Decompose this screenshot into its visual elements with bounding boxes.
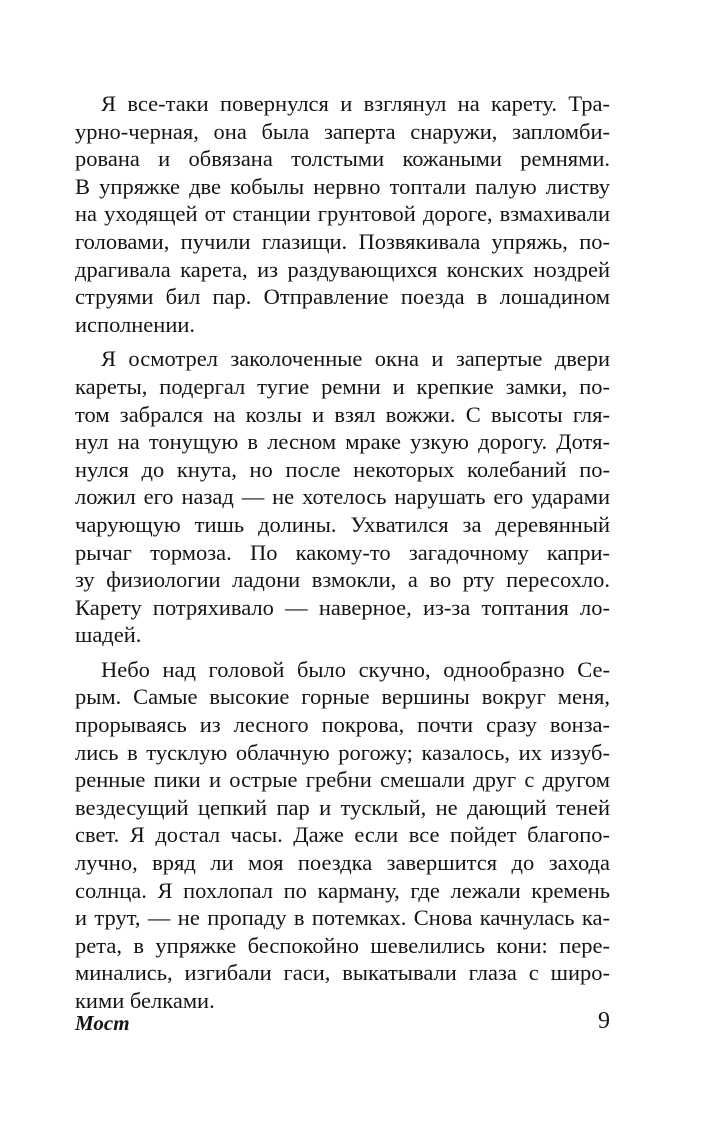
text-line: и трут, — не пропаду в потемках. Снова качнулась ка- [75, 905, 610, 931]
page-number: 9 [598, 1008, 610, 1034]
text-line: вездесущий цепкий пар и тусклый, не дающий теней [75, 794, 610, 820]
text-line: головами, пучили глазищи. Позвякивала упряжь, по- [75, 228, 610, 254]
text-line: ложил его назад — не хотелось нарушать его ударами [75, 484, 610, 510]
running-title: Мост [75, 1011, 130, 1035]
paragraph-2 [75, 345, 610, 649]
text-line: чарующую тишь долины. Ухватился за деревянный [75, 511, 610, 537]
text-line: зу физиологии ладони взмокли, а во рту пересохло. [75, 567, 610, 593]
text-line: свет. Я достал часы. Даже если все пойдет благопо- [75, 822, 610, 848]
text-line: нул на тонущую в лесном мраке узкую дорогу. Дотя- [75, 429, 610, 455]
text-line: В упряжке две кобылы нервно топтали палую листву [75, 173, 610, 199]
text-line: струями бил пар. Отправление поезда в лошадином [75, 284, 610, 310]
text-line: рычаг тормоза. По какому-то загадочному капри- [75, 539, 610, 565]
text-line: том забрался на козлы и взял вожжи. С высоты гля- [75, 401, 610, 427]
text-line: лучно, вряд ли моя поездка завершится до захода [75, 850, 610, 876]
text-line: Я осмотрел заколоченные окна и запертые двери [101, 346, 610, 372]
text-line: рета, в упряжке беспокойно шевелились кони: пере- [75, 932, 610, 958]
text-line: драгивала карета, из раздувающихся конских ноздрей [75, 256, 610, 282]
paragraph-3 [75, 656, 610, 1015]
text-line: Карету потряхивало — наверное, из-за топтания ло- [75, 594, 610, 620]
text-line: Я все-таки повернулся и взглянул на карету. Тра- [101, 91, 610, 116]
text-line: прорываясь из лесного покрова, почти сразу вонза- [75, 712, 610, 738]
text-line: кими белками. [75, 988, 215, 1013]
paragraph-gap [75, 338, 610, 345]
text-line: на уходящей от станции грунтовой дороге, взмахивали [75, 201, 610, 227]
paragraph-gap [75, 649, 610, 656]
text-line: рым. Самые высокие горные вершины вокруг меня, [75, 684, 610, 710]
text-line: нулся до кнута, но после некоторых колебаний по- [75, 456, 610, 482]
text-line: ренные пики и острые гребни смешали друг с другом [75, 767, 610, 793]
text-line: солнца. Я похлопал по карману, где лежали кремень [75, 877, 610, 903]
text-line: минались, изгибали гаси, выкатывали глаза с широ- [75, 960, 610, 986]
page-footer [75, 1008, 610, 1041]
text-line: Небо над головой было скучно, однообразно Се- [101, 656, 610, 682]
text-line: урно-черная, она была заперта снаружи, запломби- [75, 118, 610, 144]
text-line: рована и обвязана толстыми кожаными ремнями. [75, 146, 610, 172]
text-line: кареты, подергал тугие ремни и крепкие замки, по- [75, 373, 610, 399]
paragraph-1 [75, 90, 610, 338]
body-text [75, 90, 610, 1015]
text-line: шадей. [75, 622, 142, 648]
text-line: исполнении. [75, 311, 196, 337]
text-line: лись в тусклую облачную рогожу; казалось, их иззуб- [75, 739, 610, 765]
